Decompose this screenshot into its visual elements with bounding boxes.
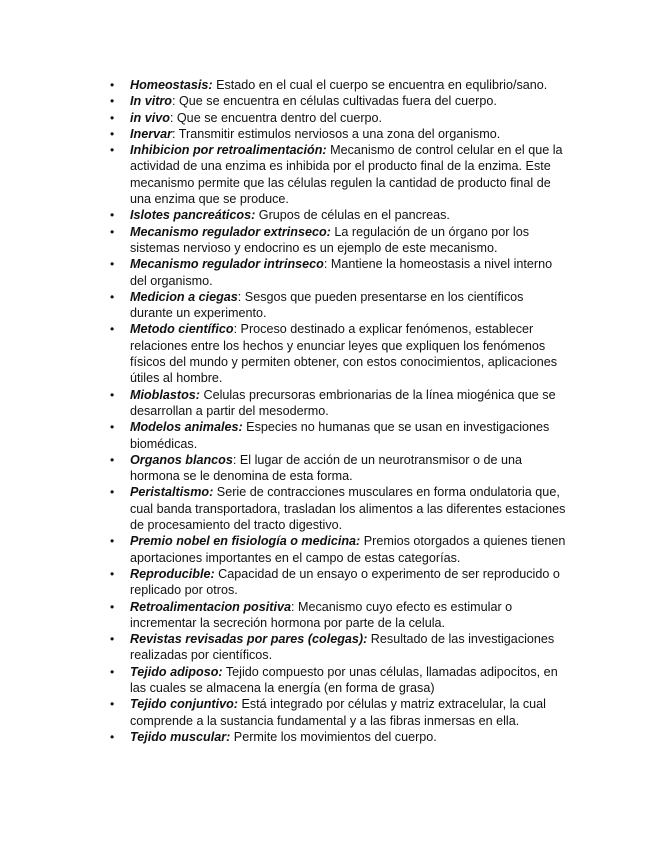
glossary-term: Modelos animales: bbox=[130, 420, 243, 435]
list-item bbox=[110, 321, 568, 386]
glossary-term: Peristaltismo: bbox=[130, 485, 214, 500]
glossary-term: Premio nobel en fisiología o medicina: bbox=[130, 534, 361, 549]
glossary-definition: : Mecanismo cuyo efecto es estimular o incrementar la secreción hormona por parte de la celula. bbox=[130, 599, 513, 630]
list-item bbox=[110, 93, 568, 109]
glossary-term: Medicion a ciegas bbox=[130, 289, 238, 304]
glossary-term: Revistas revisadas por pares (colegas): bbox=[130, 632, 368, 647]
bullet-icon: • bbox=[110, 78, 115, 92]
list-item bbox=[110, 566, 568, 599]
glossary-term: In vitro bbox=[130, 94, 172, 109]
bullet-icon: • bbox=[110, 566, 115, 581]
list-item bbox=[110, 419, 568, 452]
list-item bbox=[110, 729, 568, 745]
list-item bbox=[110, 631, 568, 664]
glossary-definition: Estado en el cual el cuerpo se encuentra en equlibrio/sano. bbox=[212, 78, 548, 92]
list-item bbox=[110, 207, 568, 223]
bullet-icon: • bbox=[110, 322, 115, 337]
glossary-list bbox=[110, 77, 568, 745]
glossary-term: in vivo bbox=[130, 110, 170, 125]
glossary-term: Retroalimentacion positiva bbox=[130, 599, 291, 614]
bullet-icon: • bbox=[110, 664, 115, 679]
list-item bbox=[110, 77, 568, 93]
list-item bbox=[110, 224, 568, 257]
list-item bbox=[110, 664, 568, 697]
glossary-term: Mecanismo regulador intrinseco bbox=[130, 257, 324, 272]
glossary-definition: : Que se encuentra en células cultivadas fuera del cuerpo. bbox=[171, 94, 497, 109]
glossary-definition: Capacidad de un ensayo o experimento de ser reproducido o replicado por otros. bbox=[130, 566, 560, 598]
list-item bbox=[110, 533, 568, 566]
glossary-definition: La regulación de un órgano por los sistemas nervioso y endocrino es un ejemplo de este mecanismo. bbox=[130, 224, 530, 255]
glossary-term: Inhibicion por retroalimentación: bbox=[130, 143, 327, 158]
bullet-icon: • bbox=[110, 126, 115, 141]
glossary-term: Inervar bbox=[130, 126, 173, 141]
list-item bbox=[110, 484, 568, 533]
bullet-icon: • bbox=[110, 452, 115, 467]
glossary-definition: Mecanismo de control celular en el que la actividad de una enzima es inhibida por el producto final de la enzima. Este mecanismo permite que las células regulen la cantidad de producto final de una enzima que se produce. bbox=[130, 143, 563, 207]
glossary-definition: Celulas precursoras embrionarias de la línea miogénica que se desarrollan a partir del mesodermo. bbox=[130, 387, 556, 418]
list-item bbox=[110, 256, 568, 289]
glossary-term: Tejido adiposo: bbox=[130, 664, 223, 679]
glossary-definition: Premios otorgados a quienes tienen aportaciones importantes en el campo de estas categorías. bbox=[130, 534, 566, 565]
list-item bbox=[110, 110, 568, 126]
bullet-icon: • bbox=[110, 208, 115, 223]
glossary-term: Metodo científico bbox=[130, 322, 234, 337]
glossary-definition: : Proceso destinado a explicar fenómenos, establecer relaciones entre los hechos y enunciar leyes que expliquen los fenómenos físicos del mundo y permiten obtener, con estos conocimientos, aplicaciones útiles al hombre. bbox=[130, 322, 558, 386]
glossary-definition: Serie de contracciones musculares en forma ondulatoria que, cual banda transportadora, trasladan los alimentos a las diferentes estaciones de procesamiento del tracto digestivo. bbox=[130, 485, 566, 533]
list-item bbox=[110, 289, 568, 322]
bullet-icon: • bbox=[110, 599, 115, 614]
bullet-icon: • bbox=[110, 289, 115, 304]
list-item bbox=[110, 142, 568, 207]
bullet-icon: • bbox=[110, 94, 115, 109]
glossary-definition: Tejido compuesto por unas células, llamadas adipocitos, en las cuales se almacena la energía (en forma de grasa) bbox=[130, 664, 558, 695]
glossary-term: Tejido muscular: bbox=[130, 729, 231, 744]
glossary-definition: Permite los movimientos del cuerpo. bbox=[230, 729, 437, 744]
glossary-definition: Grupos de células en el pancreas. bbox=[255, 208, 450, 223]
list-item bbox=[110, 696, 568, 729]
glossary-term: Mecanismo regulador extrinseco: bbox=[130, 224, 331, 239]
glossary-term: Mioblastos: bbox=[130, 387, 200, 402]
bullet-icon: • bbox=[110, 420, 115, 435]
bullet-icon: • bbox=[110, 485, 115, 500]
glossary-definition: : Mantiene la homeostasis a nivel interno del organismo. bbox=[130, 257, 553, 288]
list-item bbox=[110, 126, 568, 142]
glossary-definition: : Que se encuentra dentro del cuerpo. bbox=[169, 110, 383, 125]
glossary-definition: Resultado de las investigaciones realizadas por científicos. bbox=[130, 632, 555, 663]
bullet-icon: • bbox=[110, 632, 115, 647]
bullet-icon: • bbox=[110, 143, 115, 158]
glossary-definition: : El lugar de acción de un neurotransmisor o de una hormona se le denomina de esta forma. bbox=[130, 452, 523, 484]
glossary-definition: : Transmitir estimulos nerviosos a una zona del organismo. bbox=[172, 126, 501, 141]
glossary-definition: Especies no humanas que se usan en investigaciones biomédicas. bbox=[130, 420, 550, 451]
glossary-term: Tejido conjuntivo: bbox=[130, 697, 238, 712]
list-item bbox=[110, 387, 568, 420]
bullet-icon: • bbox=[110, 534, 115, 549]
glossary-term: Homeostasis: bbox=[130, 78, 213, 92]
glossary-term: Islotes pancreáticos: bbox=[130, 208, 256, 223]
list-item bbox=[110, 599, 568, 632]
glossary-term: Organos blancos bbox=[130, 452, 233, 467]
glossary-definition: Está integrado por células y matriz extracelular, la cual comprende a la sustancia fundamental y a las fibras inmersas en ella. bbox=[130, 697, 546, 728]
list-item bbox=[110, 452, 568, 485]
bullet-icon: • bbox=[110, 224, 115, 239]
glossary-term: Reproducible: bbox=[130, 566, 215, 581]
glossary-definition: : Sesgos que pueden presentarse en los científicos durante un experimento. bbox=[130, 289, 524, 321]
bullet-icon: • bbox=[110, 110, 115, 125]
bullet-icon: • bbox=[110, 729, 115, 744]
bullet-icon: • bbox=[110, 387, 115, 402]
bullet-icon: • bbox=[110, 257, 115, 272]
bullet-icon: • bbox=[110, 697, 115, 712]
